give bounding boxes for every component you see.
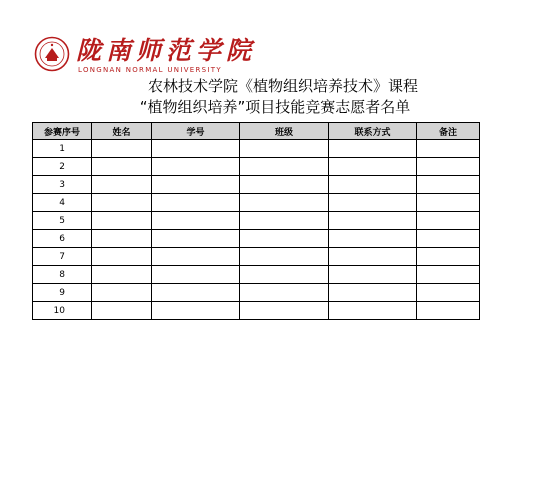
class-cell[interactable] <box>240 212 329 230</box>
row-number: 1 <box>33 140 92 158</box>
student-id-cell[interactable] <box>152 158 240 176</box>
name-cell[interactable] <box>92 158 152 176</box>
remarks-cell[interactable] <box>417 302 480 320</box>
contact-cell[interactable] <box>329 212 417 230</box>
student-id-cell[interactable] <box>152 230 240 248</box>
university-name-cn: 陇南师范学院 <box>76 36 257 65</box>
contact-cell[interactable] <box>329 140 417 158</box>
class-cell[interactable] <box>240 302 329 320</box>
student-id-cell[interactable] <box>152 266 240 284</box>
contact-cell[interactable] <box>329 176 417 194</box>
remarks-cell[interactable] <box>417 284 480 302</box>
header-entry-number: 参赛序号 <box>33 123 92 140</box>
remarks-cell[interactable] <box>417 158 480 176</box>
table-row <box>33 140 480 158</box>
student-id-cell[interactable] <box>152 176 240 194</box>
university-logo <box>34 36 257 78</box>
row-number: 7 <box>33 248 92 266</box>
class-cell[interactable] <box>240 230 329 248</box>
row-number: 3 <box>33 176 92 194</box>
student-id-cell[interactable] <box>152 194 240 212</box>
university-seal-icon <box>34 36 70 72</box>
class-cell[interactable] <box>240 284 329 302</box>
row-number: 9 <box>33 284 92 302</box>
name-cell[interactable] <box>92 230 152 248</box>
name-cell[interactable] <box>92 284 152 302</box>
table-row <box>33 158 480 176</box>
remarks-cell[interactable] <box>417 176 480 194</box>
class-cell[interactable] <box>240 248 329 266</box>
table-row <box>33 212 480 230</box>
table-row <box>33 248 480 266</box>
volunteer-table <box>32 122 480 320</box>
class-cell[interactable] <box>240 176 329 194</box>
remarks-cell[interactable] <box>417 212 480 230</box>
contact-cell[interactable] <box>329 266 417 284</box>
row-number: 6 <box>33 230 92 248</box>
row-number: 2 <box>33 158 92 176</box>
header-class: 班级 <box>240 123 329 140</box>
remarks-cell[interactable] <box>417 140 480 158</box>
name-cell[interactable] <box>92 194 152 212</box>
row-number: 8 <box>33 266 92 284</box>
student-id-cell[interactable] <box>152 302 240 320</box>
document-title-line1: 农林技术学院《植物组织培养技术》课程 <box>147 77 418 95</box>
row-number: 4 <box>33 194 92 212</box>
table-header-row <box>33 123 480 140</box>
student-id-cell[interactable] <box>152 140 240 158</box>
document-title-line2: “植物组织培养”项目技能竞赛志愿者名单 <box>139 98 411 116</box>
row-number: 10 <box>33 302 92 320</box>
contact-cell[interactable] <box>329 284 417 302</box>
contact-cell[interactable] <box>329 194 417 212</box>
row-number: 5 <box>33 212 92 230</box>
header-name: 姓名 <box>92 123 152 140</box>
name-cell[interactable] <box>92 140 152 158</box>
class-cell[interactable] <box>240 266 329 284</box>
table-row <box>33 266 480 284</box>
contact-cell[interactable] <box>329 158 417 176</box>
name-cell[interactable] <box>92 212 152 230</box>
header-student-id: 学号 <box>152 123 240 140</box>
student-id-cell[interactable] <box>152 284 240 302</box>
name-cell[interactable] <box>92 248 152 266</box>
class-cell[interactable] <box>240 194 329 212</box>
header-contact: 联系方式 <box>329 123 417 140</box>
student-id-cell[interactable] <box>152 248 240 266</box>
university-name-en: LONGNAN NORMAL UNIVERSITY <box>78 66 222 74</box>
remarks-cell[interactable] <box>417 266 480 284</box>
class-cell[interactable] <box>240 158 329 176</box>
contact-cell[interactable] <box>329 230 417 248</box>
name-cell[interactable] <box>92 266 152 284</box>
contact-cell[interactable] <box>329 302 417 320</box>
table-row <box>33 284 480 302</box>
name-cell[interactable] <box>92 302 152 320</box>
table-row <box>33 194 480 212</box>
remarks-cell[interactable] <box>417 194 480 212</box>
class-cell[interactable] <box>240 140 329 158</box>
name-cell[interactable] <box>92 176 152 194</box>
contact-cell[interactable] <box>329 248 417 266</box>
remarks-cell[interactable] <box>417 248 480 266</box>
table-row <box>33 230 480 248</box>
header-remarks: 备注 <box>417 123 480 140</box>
table-row <box>33 176 480 194</box>
table-row <box>33 302 480 320</box>
remarks-cell[interactable] <box>417 230 480 248</box>
student-id-cell[interactable] <box>152 212 240 230</box>
